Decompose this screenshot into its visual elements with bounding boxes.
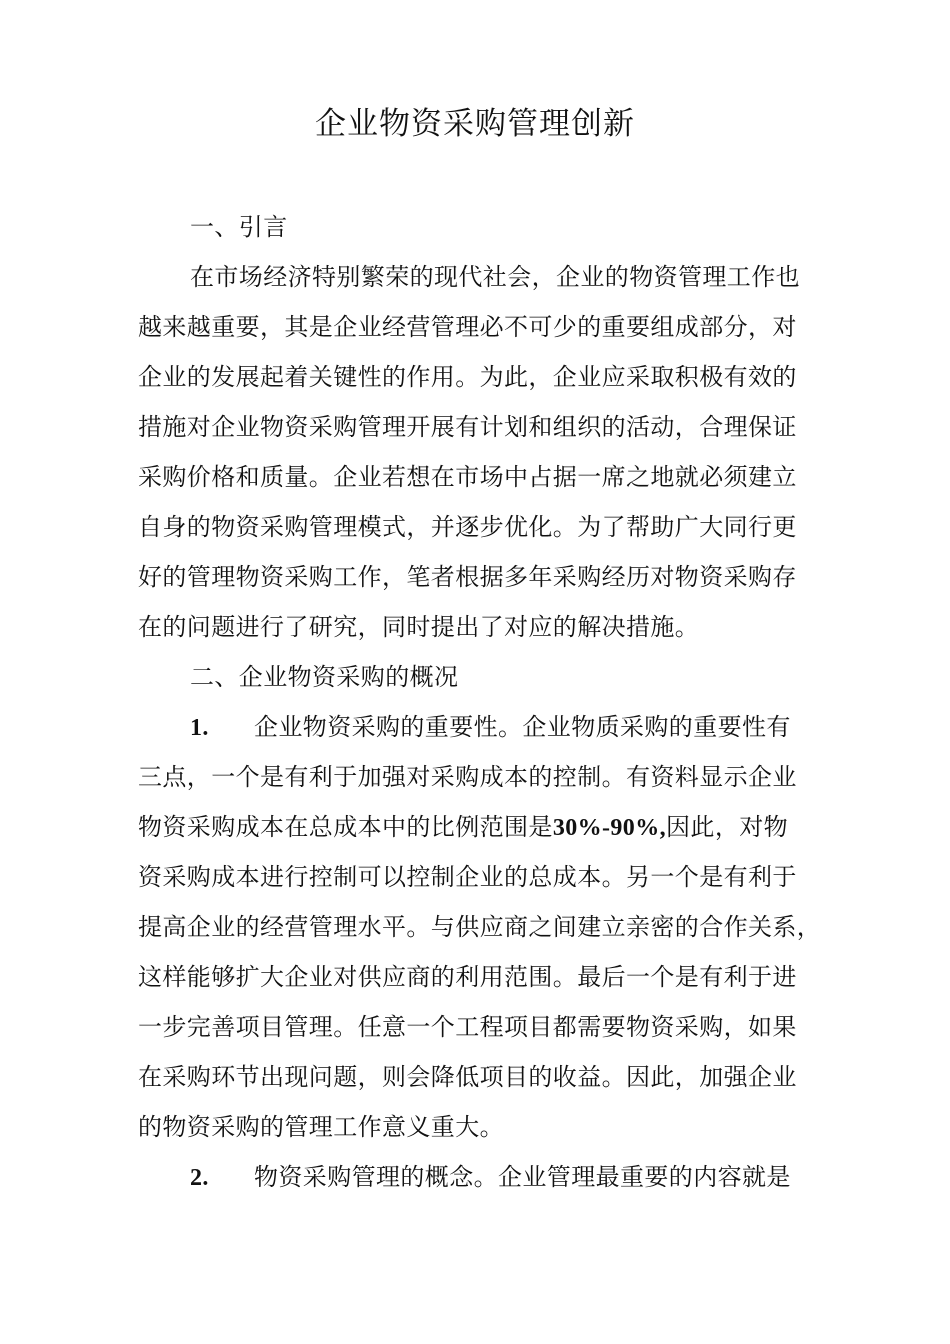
list-item-1-first-line [190, 711, 838, 744]
paragraph-line: 一步完善项目管理。任意一个工程项目都需要物资采购，如果 [138, 1013, 797, 1041]
list-number: 1. [190, 715, 209, 741]
section-heading-overview: 二、企业物资采购的概况 [190, 663, 459, 691]
paragraph-line: 企业的发展起着关键性的作用。为此，企业应采取积极有效的 [138, 363, 797, 391]
percent-range: 30%-90%, [552, 815, 667, 841]
paragraph-line: 在采购环节出现问题，则会降低项目的收益。因此，加强企业 [138, 1063, 797, 1091]
paragraph-line: 这样能够扩大企业对供应商的利用范围。最后一个是有利于进 [138, 963, 797, 991]
list-item-2-first-line [190, 1161, 838, 1194]
paragraph-line: 措施对企业物资采购管理开展有计划和组织的活动，合理保证 [138, 413, 797, 441]
paragraph-line: 三点，一个是有利于加强对采购成本的控制。有资料显示企业 [138, 763, 797, 791]
paragraph-line: 越来越重要，其是企业经营管理必不可少的重要组成部分，对 [138, 313, 797, 341]
text-segment: 因此，对物 [666, 813, 789, 841]
list-item-text: 物资采购管理的概念。企业管理最重要的内容就是 [254, 1163, 791, 1191]
paragraph-line: 提高企业的经营管理水平。与供应商之间建立亲密的合作关系， [138, 913, 822, 941]
paragraph-line: 的物资采购的管理工作意义重大。 [138, 1113, 504, 1141]
list-number: 2. [190, 1165, 209, 1191]
paragraph-line [138, 811, 838, 844]
paragraph-line: 在的问题进行了研究，同时提出了对应的解决措施。 [138, 613, 700, 641]
list-item-text: 企业物资采购的重要性。企业物质采购的重要性有 [254, 713, 791, 741]
paragraph-line: 自身的物资采购管理模式，并逐步优化。为了帮助广大同行更 [138, 513, 797, 541]
paragraph-line: 资采购成本进行控制可以控制企业的总成本。另一个是有利于 [138, 863, 797, 891]
text-segment: 物资采购成本在总成本中的比例范围是 [138, 813, 553, 841]
paragraph-line: 在市场经济特别繁荣的现代社会，企业的物资管理工作也 [190, 263, 800, 291]
document-title: 企业物资采购管理创新 [315, 106, 635, 142]
paragraph-line: 采购价格和质量。企业若想在市场中占据一席之地就必须建立 [138, 463, 797, 491]
paragraph-line: 好的管理物资采购工作，笔者根据多年采购经历对物资采购存 [138, 563, 797, 591]
section-heading-intro: 一、引言 [190, 213, 288, 241]
